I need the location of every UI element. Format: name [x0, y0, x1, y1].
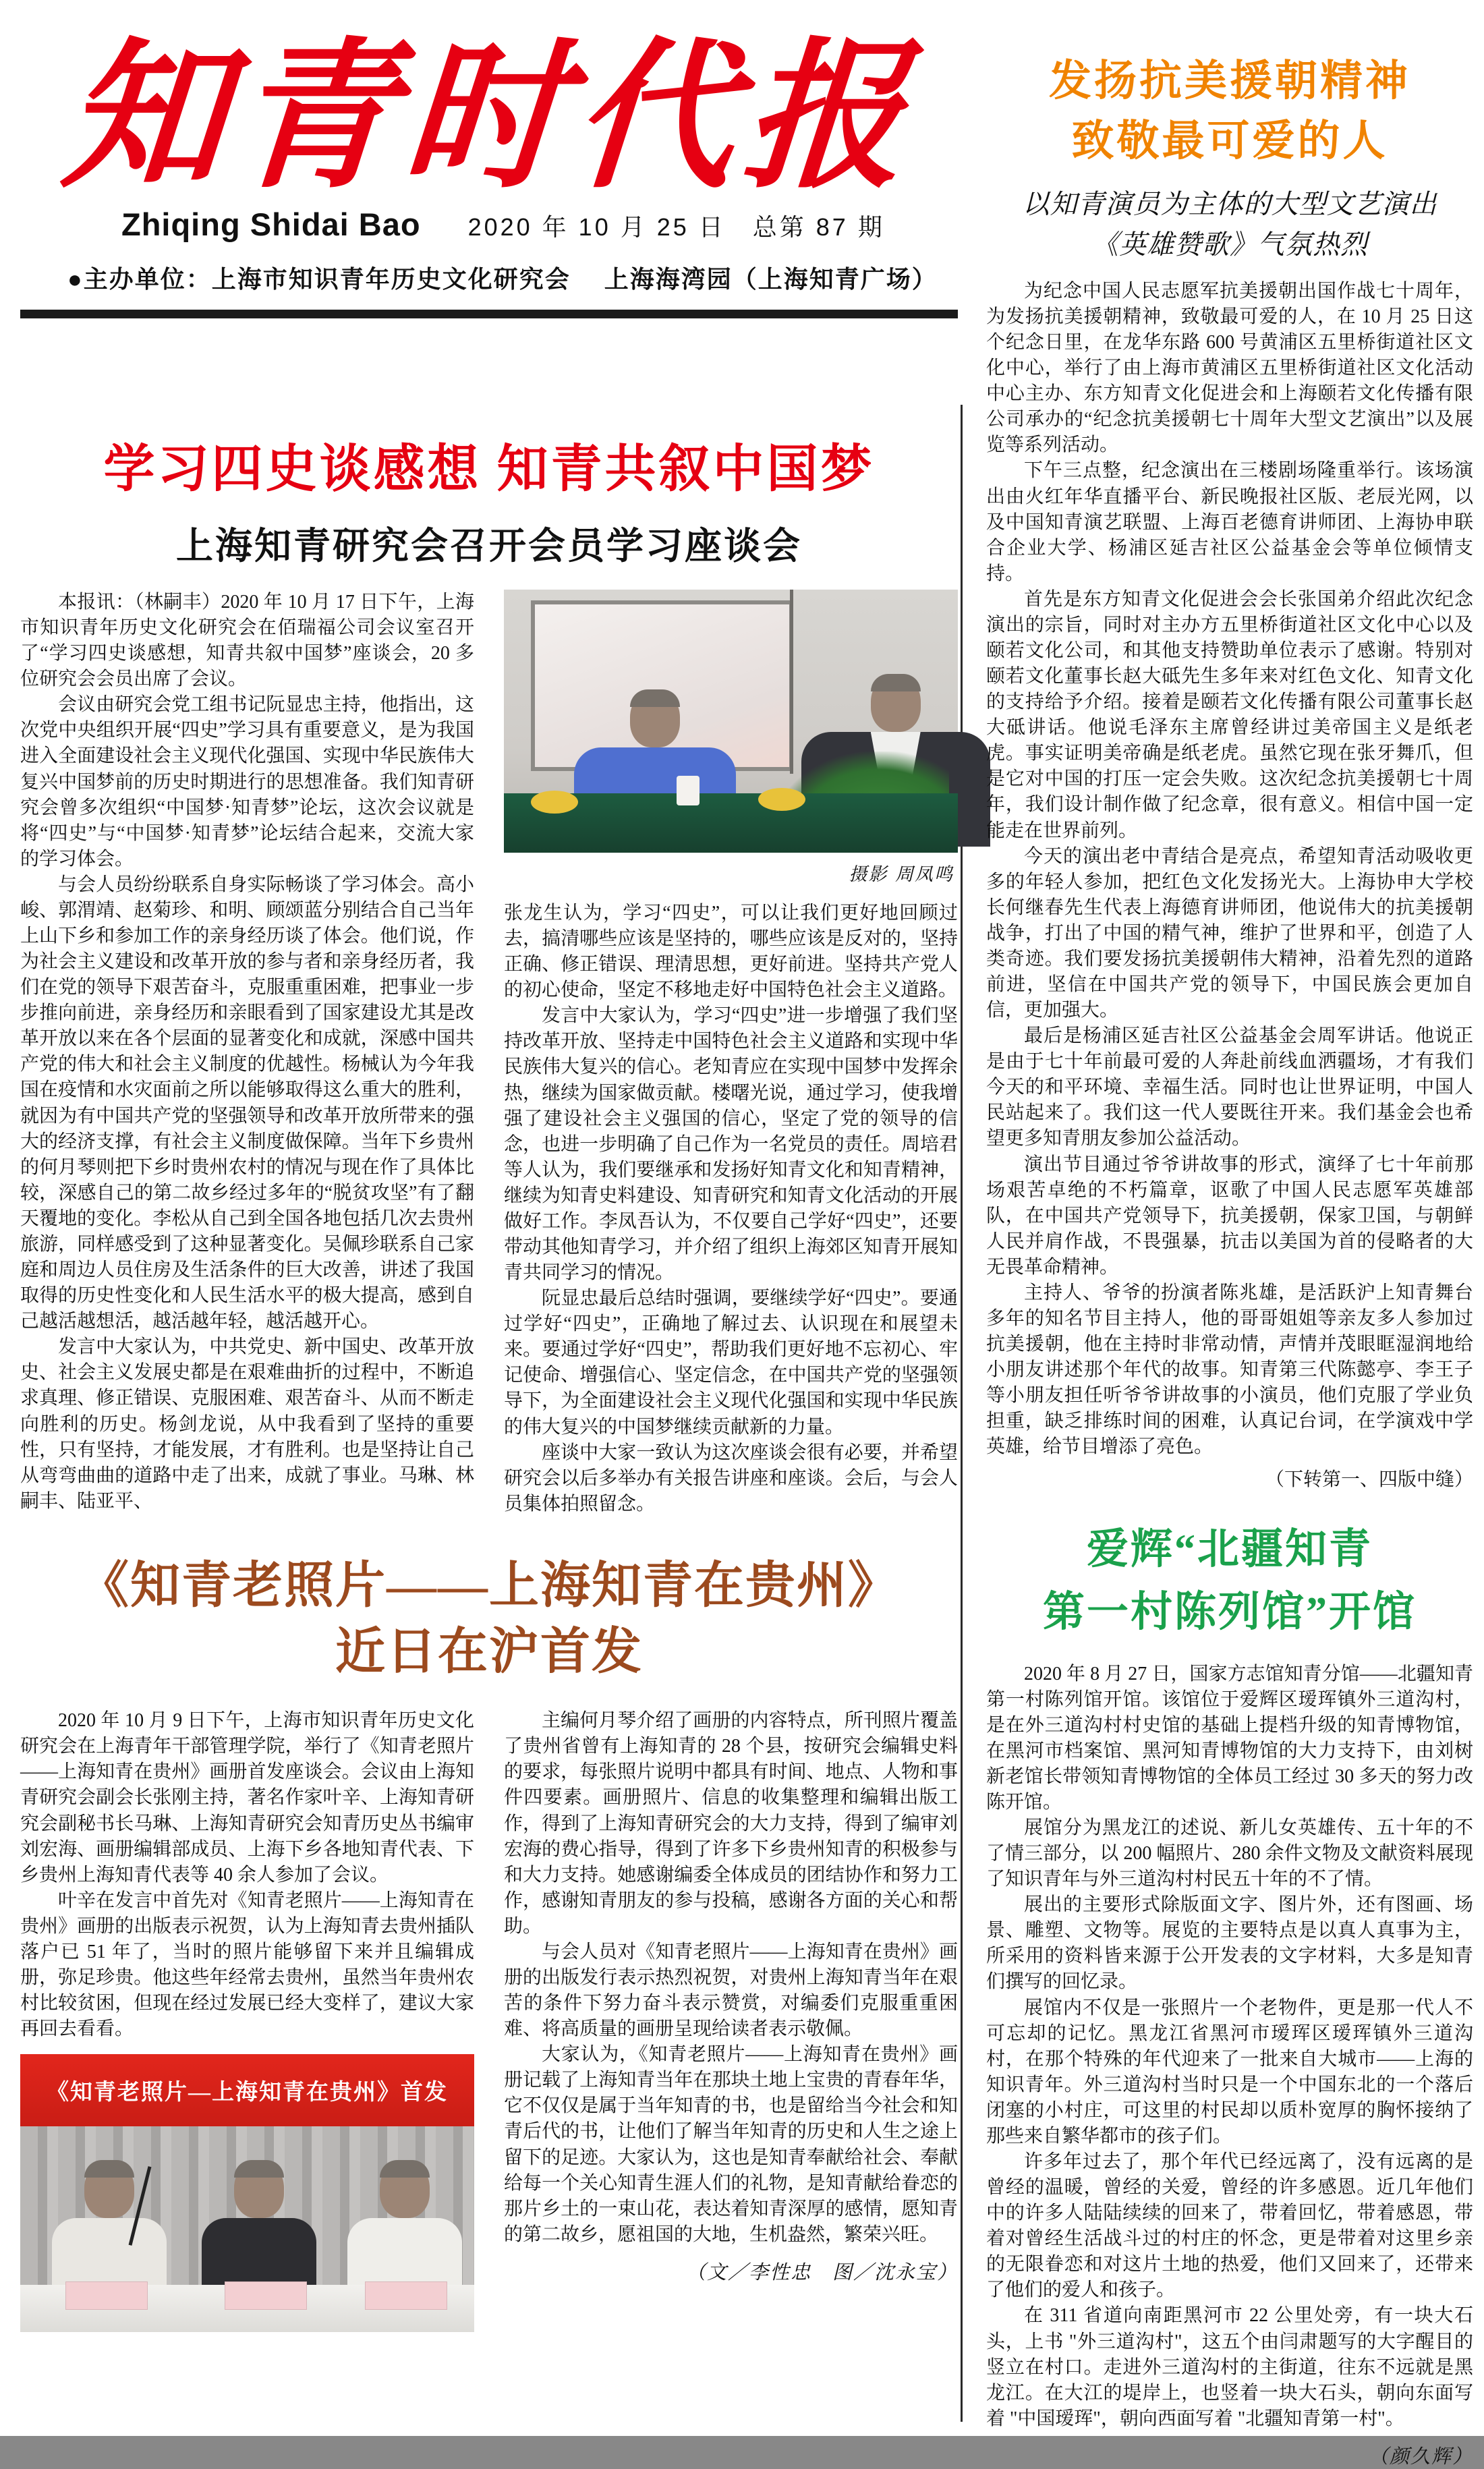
article2-column-1: [20, 1708, 474, 2332]
article1-subheadline: 上海知青研究会召开会员学习座谈会: [175, 525, 802, 567]
window-frame: [790, 590, 793, 774]
article3-headline-line2: 致敬最可爱的人: [1071, 117, 1388, 165]
name-card: [225, 2281, 307, 2310]
paragraph: 座谈中大家一致认为这次座谈会很有必要，并希望研究会以后多举办有关报告讲座和座谈。会后，与会人员集体拍照留念。: [504, 1442, 958, 1514]
article-guizhou-photo-album: [20, 1554, 958, 2332]
paragraph: 在 311 省道向南距黑河市 22 公里处旁，有一块大石头，上书 "外三道沟村"，这五个由闫肃题写的大字醒目的竖立在村口。走进外三道沟村的主街道，往东不远就是黑龙江。在大江的堤岸上，也竖着一块大石头，朝向东面写着 "中国瑷珲"，朝向西面写着 "北疆知青第一村"。: [986, 2305, 1473, 2429]
article2-attribution: （文／李性忠 图／沈永宝）: [685, 2260, 958, 2283]
article2-headline-line1: 《知青老照片——上海知青在贵州》: [79, 1558, 899, 1614]
newspaper-pinyin: Zhiqing Shidai Bao: [121, 206, 421, 243]
paragraph: 发言中大家认为，中共党史、新中国史、改革开放史、社会主义发展史都是在艰难曲折的过程中，不断追求真理、修正错误、克服困难、艰苦奋斗、从而不断走向胜利的历史。杨剑龙说，从中我看到了坚持的重要性，只有坚持，才能发展，才有胜利。也是坚持让自己从弯弯曲曲的道路中走了出来，成就了事业。马琳、林嗣丰、陆亚平、: [20, 1336, 474, 1512]
article1-headline: 学习四史谈感想 知青共叙中国梦: [103, 441, 875, 498]
paragraph: 演出节目通过爷爷讲故事的形式，演绎了七十年前那场艰苦卓绝的不朽篇章，讴歌了中国人民志愿军英雄部队，在中国共产党领导下，抗美援朝，保家卫国，与朝鲜人民并肩作战，不畏强暴，抗击以美国为首的侵略者的大无畏革命精神。: [986, 1154, 1473, 1278]
paragraph: 与会人员纷纷联系自身实际畅谈了学习体会。高小峻、郭渭靖、赵菊珍、和明、顾颂蓝分别结合自己当年上山下乡和参加工作的亲身经历谈了体会。他们说，作为社会主义建设和改革开放的参与者和亲身经历者，我们在党的领导下艰苦奋斗，克服重重困难，把事业一步步推向前进，亲身经历和亲眼看到了国家建设尤其是改革开放以来在各个层面的显著变化和成就，深感中国共产党的伟大和社会主义制度的优越性。杨械认为今年我国在疫情和水灾面前之所以能够取得这么重大的胜利，就因为有中国共产党的坚强领导和改革开放所带来的强大的经济支撑，有社会主义制度做保障。当年下乡贵州的何月琴则把下乡时贵州农村的情况与现在作了具体比较，深感自己的第二故乡经过多年的“脱贫攻坚”有了翻天覆地的变化。李松从自己到全国各地包括几次去贵州旅游，同样感受到了这种显著变化。吴佩珍联系自己家庭和周边人员住房及生活条件的巨大改善，讲述了我国取得的历史性变化和人民生活水平的极大提高，感到自己越活越想活，越活越年轻，越活越开心。: [20, 874, 474, 1332]
article1-column-2: [504, 590, 958, 1517]
paragraph: 张龙生认为，学习“四史”，可以让我们更好地回顾过去，搞清哪些应该是坚持的，哪些应该是反对的，坚持正确、修正错误、理清思想，更好前进。坚持共产党人的初心使命，坚定不移地走好中国特色社会主义道路。: [504, 903, 958, 1001]
paper-cup: [677, 776, 700, 805]
paragraph: 今天的演出老中青结合是亮点，希望知青活动吸收更多的年轻人参加，把红色文化发扬光大。上海协申大学校长何继春先生代表上海德育讲师团，他说伟大的抗美援朝战争，打出了中国的精气神，维护了世界和平，创造了人类奇迹。我们要发扬抗美援朝伟大精神，沿着先烈的道路前进，坚信在中国共产党的领导下，中国民族会更加自信，更加强大。: [986, 845, 1473, 1021]
paragraph: 阮显忠最后总结时强调，要继续学好“四史”。要通过学好“四史”，正确地了解过去、认识现在和展望未来。要通过学好“四史”，帮助我们更好地不忘初心、牢记使命、增强信心、坚定信念，在中国共产党的坚强领导下，为全面建设社会主义现代化强国和实现中华民族的伟大复兴的中国梦继续贡献新的力量。: [504, 1288, 958, 1438]
article3-body: [986, 279, 1473, 1492]
article-study-four-histories: [20, 428, 958, 1517]
article2-columns: [20, 1708, 958, 2332]
panelist-left: [52, 2160, 167, 2299]
newspaper-title: 知青时代报: [57, 22, 921, 210]
article1-columns: [20, 590, 958, 1517]
article2-headline-line2: 近日在沪首发: [335, 1624, 643, 1680]
article2-headline: [20, 1554, 958, 1685]
article-korean-war-gala: [986, 51, 1473, 1492]
continuation-note: （下转第一、四版中缝）: [1265, 1469, 1473, 1490]
meeting-photo: [504, 590, 958, 853]
article4-headline-line1: 爱辉“北疆知青: [1086, 1526, 1373, 1572]
article2-column-2: [504, 1708, 958, 2332]
article-beijiang-museum: [986, 1519, 1473, 2469]
paragraph: 会议由研究会党工组书记阮显忠主持，他指出，这次党中央组织开展“四史”学习具有重要意义，是为我国进入全面建设社会主义现代化强国、实现中华民族伟大复兴中国梦前的历史时期进行的思想准备。我们知青研究会曾多次组织“中国梦·知青梦”论坛，这次会议就是将“四史”与“中国梦·知青梦”论坛结合起来，交流大家的学习体会。: [20, 694, 474, 870]
name-card: [65, 2281, 148, 2310]
paragraph: 展出的主要形式除版面文字、图片外，还有图画、场景、雕塑、文物等。展览的主要特点是以真人真事为主，所采用的资料皆来源于公开发表的文字材料，大多是知青们撰写的回忆录。: [986, 1894, 1473, 1993]
paragraph: 首先是东方知青文化促进会会长张国弟介绍此次纪念演出的宗旨，同时对主办方五里桥街道社区文化中心以及颐若文化公司，和其他支持赞助单位表示了感谢。特别对颐若文化董事长赵大砥先生多年来对红色文化、知青文化的支持给予介绍。接着是颐若文化传播有限公司董事长赵大砥讲话。他说毛泽东主席曾经讲过美帝国主义是纸老虎。事实证明美帝确是纸老虎。虽然它现在张牙舞爪，但是它对中国的打压一定会失败。这次纪念抗美援朝七十周年，我们设计制作做了纪念章，很有意义。相信中国一定能走在世界前列。: [986, 588, 1473, 841]
banner-text: 《知青老照片—上海知青在贵州》首发: [47, 2080, 448, 2105]
paragraph: 大家认为，《知青老照片——上海知青在贵州》画册记载了上海知青当年在那块土地上宝贵的青春年华，它不仅仅是属于当年知青的书，也是留给当今社会和知青后代的书，让他们了解当年知青的历史和人生之途上留下的足迹。大家认为，这也是知青奉献给社会、奉献给每一个关心知青生涯人们的礼物，是知青献给眷恋的那片乡土的一束山花，表达着知青深厚的感情，愿知青的第二故乡，愿祖国的大地，生机盎然，繁荣兴旺。: [504, 2044, 958, 2245]
article3-headline: [986, 51, 1473, 172]
name-card: [365, 2281, 447, 2310]
article3-subheadline: [986, 184, 1473, 265]
paragraph: 叶辛在发言中首先对《知青老照片——上海知青在贵州》画册的出版表示祝贺，认为上海知青去贵州插队落户已 51 年了，当时的照片能够留下来并且编辑成册，弥足珍贵。他这些年经常去贵州，虽然当年贵州农村比较贫困，但现在经过发展已经大变样了，建议大家再回去看看。: [20, 1890, 474, 2040]
article3-headline-line1: 发扬抗美援朝精神: [1049, 57, 1410, 105]
right-section: [986, 51, 1473, 2469]
masthead-rule: [20, 310, 958, 318]
paragraph: 展馆内不仅是一张照片一个老物件，更是那一代人不可忘却的记忆。黑龙江省黑河市瑷珲区瑷珲镇外三道沟村，在那个特殊的年代迎来了一批来自大城市——上海的知识青年。外三道沟村当时只是一个中国东北的一个落后闭塞的小村庄，可这里的村民却以质朴宽厚的胸怀接纳了那些来自繁华都市的孩子们。: [986, 1997, 1473, 2147]
paragraph: 展馆分为黑龙江的述说、新儿女英雄传、五十年的不了情三部分，以 200 幅照片、280 余件文物及文献资料展现了知识青年与外三道沟村村民五十年的不了情。: [986, 1817, 1473, 1890]
paragraph: 本报讯：（林嗣丰）2020 年 10 月 17 日下午，上海市知识青年历史文化研究会在佰瑞福公司会议室召开了“学习四史谈感想，知青共叙中国梦”座谈会，20 多位研究会会员出席了会议。: [20, 592, 474, 690]
photo-caption: 摄影 周凤鸣: [849, 864, 954, 885]
paragraph: 主编何月琴介绍了画册的内容特点，所刊照片覆盖了贵州省曾有上海知青的 28 个县，按研究会编辑史料的要求，每张照片说明中都具有时间、地点、人物和事件四要素。画册照片、信息的收集整理和编辑出版工作，得到了上海知青研究会的大力支持，得到了编审刘宏海的费心指导，得到了许多下乡贵州知青的积极参与和大力支持。她感谢编委全体成员的团结协作和努力工作，感谢知青朋友的参与投稿，感谢各方面的关心和帮助。: [504, 1710, 958, 1937]
organizer-line: ●主办单位：上海市知识青年历史文化研究会 上海海湾园（上海知青广场）: [67, 265, 938, 293]
panelist-center: [202, 2160, 316, 2299]
article4-body: [986, 1662, 1473, 2469]
paragraph: 最后是杨浦区延吉社区公益基金会周军讲话。他说正是由于七十年前最可爱的人奔赴前线血洒疆场，才有我们今天的和平环境、幸福生活。同时也让世界证明，中国人民站起来了。我们这一代人要既往开来。我们基金会也希望更多知青朋友参加公益活动。: [986, 1025, 1473, 1150]
red-banner: [20, 2054, 474, 2126]
book-launch-photo: [20, 2054, 474, 2332]
left-section: [20, 405, 958, 2332]
paragraph: 下午三点整，纪念演出在三楼剧场隆重举行。该场演出由火红年华直播平台、新民晚报社区版、老辰光网，以及中国知青演艺联盟、上海百老德育讲师团、上海协申联合企业大学、杨浦区延吉社区公益基金会等单位倾情支持。: [986, 460, 1473, 584]
article4-attribution: （颜久辉）: [1368, 2444, 1473, 2468]
article1-column-1: [20, 590, 474, 1517]
paragraph: 为纪念中国人民志愿军抗美援朝出国作战七十周年，为发扬抗美援朝精神，致敬最可爱的人，在 10 月 25 日这个纪念日里，在龙华东路 600 号黄浦区五里桥街道社区文化中心，举行了由上海市黄浦区五里桥街道社区文化活动中心主办、东方知青文化促进会和上海颐若文化传播有限公司承办的“纪念抗美援朝七十周年大型文艺演出”以及展览等系列活动。: [986, 280, 1473, 456]
article3-subheadline-line1: 以知青演员为主体的大型文艺演出: [1022, 188, 1437, 220]
article4-headline: [986, 1519, 1473, 1644]
paragraph: 许多年过去了，那个年代已经远离了，没有远离的是曾经的温暖，曾经的关爱，曾经的许多感恩。近几年他们中的许多人陆陆续续的回来了，带着回忆，带着感恩，带着对曾经生活战斗过的村庄的怀念，更是带着对这里乡亲的无限眷恋和对这片土地的热爱，他们又回来了，还带来了他们的爱人和孩子。: [986, 2151, 1473, 2301]
paragraph: 发言中大家认为，学习“四史”进一步增强了我们坚持改革开放、坚持走中国特色社会主义道路和实现中华民族伟大复兴的信心。老知青应在实现中国梦中发挥余热，继续为国家做贡献。楼曙光说，通过学习，使我增强了建设社会主义强国的信心，坚定了党的领导的信念，也进一步明确了自己作为一名党员的责任。周培君等人认为，我们要继承和发扬好知青文化和知青精神，继续为知青史料建设、知青研究和知青文化活动的开展做好工作。李凤吾认为，不仅要自己学好“四史”，还要带动其他知青学习，并介绍了组织上海郊区知青开展知青共同学习的情况。: [504, 1005, 958, 1284]
masthead: [20, 0, 958, 318]
panelist-right: [347, 2160, 462, 2299]
date-issue-line: 2020 年 10 月 25 日 总第 87 期: [467, 213, 885, 242]
fruit-plate: [758, 788, 805, 811]
paragraph: 2020 年 10 月 9 日下午，上海市知识青年历史文化研究会在上海青年干部管理学院，举行了《知青老照片——上海知青在贵州》画册首发座谈会。会议由上海知青研究会副会长张刚主持，著名作家叶辛、上海知青研究会副秘书长马琳、上海知青研究会知青历史丛书编审刘宏海、画册编辑部成员、上海下乡各地知青代表、下乡贵州上海知青代表等 40 余人参加了会议。: [20, 1710, 474, 1885]
article3-subheadline-line2: 《英雄赞歌》气氛热烈: [1091, 229, 1368, 260]
paragraph: 2020 年 8 月 27 日，国家方志馆知青分馆——北疆知青第一村陈列馆开馆。该馆位于爱辉区瑷珲镇外三道沟村，是在外三道沟村村史馆的基础上提档升级的知青博物馆，在黑河市档案馆、黑河知青博物馆的大力支持下，由刘树新老馆长带领知青博物馆的全体员工经过 30 多天的努力改陈开馆。: [986, 1663, 1473, 1813]
article4-headline-line2: 第一村陈列馆”开馆: [1042, 1589, 1417, 1635]
fruit-plate: [531, 791, 578, 814]
paragraph: 与会人员对《知青老照片——上海知青在贵州》画册的出版发行表示热烈祝贺，对贵州上海知青当年在艰苦的条件下努力奋斗表示赞赏，对编委们克服重重困难、将高质量的画册呈现给读者表示敬佩。: [504, 1941, 958, 2040]
paragraph: 主持人、爷爷的扮演者陈兆雄，是活跃沪上知青舞台多年的知名节目主持人，他的哥哥姐姐等亲友多人参加过抗美援朝，他在主持时非常动情，声情并茂眼眶湿润地给小朋友讲述那个年代的故事。知青第三代陈懿亭、李王子等小朋友担任听爷爷讲故事的小演员，他们克服了学业负担重，缺乏排练时间的困难，认真记台词，在学演戏中学英雄，给节目增添了亮色。: [986, 1282, 1473, 1458]
